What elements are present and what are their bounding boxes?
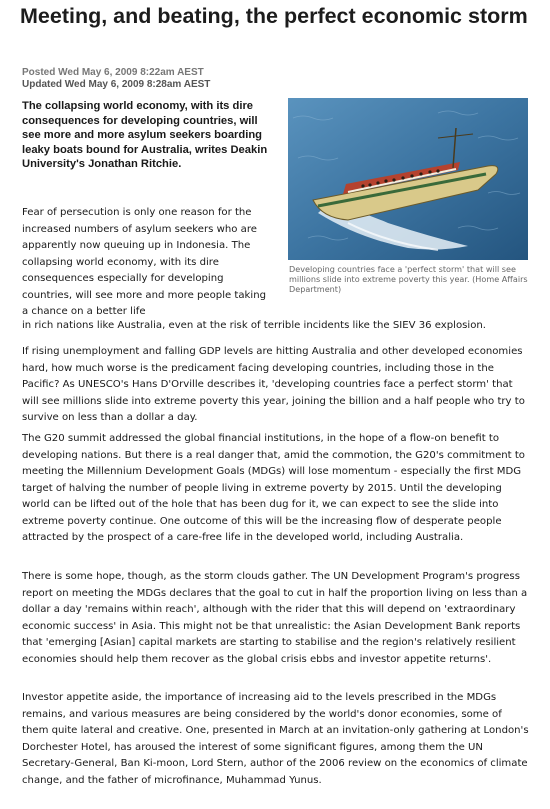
paragraph-1-continued: in rich nations like Australia, even at the risk of terrible incidents like the SIEV 36 explosion. — [22, 320, 486, 331]
article-headline: Meeting, and beating, the perfect economic storm — [20, 4, 528, 28]
article-photo — [288, 98, 528, 260]
paragraph-2: If rising unemployment and falling GDP levels are hitting Australia and other developed economies hard, how much worse is the predicament facing developing countries, including those in the Pacific? As UNESCO's Hans D'Orville describes it, 'developing countries face a perfect storm' that will see millions slide into extreme poverty this year, joining the billion and a half people who try to survive on less than a dollar a day. — [22, 346, 525, 423]
paragraph-4: There is some hope, though, as the storm clouds gather. The UN Development Program's progress report on meeting the MDGs declares that the goal to cut in half the proportion living on less than a dollar a day 'remains within reach', although with the rider that this will depend on 'extraordinary economic success' in Asia. This might not be that unrealistic: the Asian Development Bank reports that 'emerging [Asian] capital markets are starting to stabilise and the region's relatively resilient economies should help them recover as the global crisis ebbs and investor appetite returns'. — [22, 571, 528, 665]
posted-date: Posted Wed May 6, 2009 8:22am AEST — [22, 67, 204, 78]
article-lead: The collapsing world economy, with its dire consequences for developing countries, will see more and more asylum seekers boarding leaky boats bound for Australia, writes Deakin University's Jonathan Ritchie. — [22, 100, 268, 171]
asylum-boat-image — [288, 98, 528, 260]
paragraph-3: The G20 summit addressed the global financial institutions, in the hope of a flow-on benefit to developing nations. But there is a real danger that, amid the commotion, the G20's commitment to meeting the Millennium Development Goals (MDGs) will lose momentum - especially the first MDG target of halving the number of people living in extreme poverty by 2015. Until the developing world can be lifted out of the hole that has been dug for it, we can expect to see the slide into extreme poverty continue. One outcome of this will be the increasing flow of desperate people attracted by the prospect of a care-free life in the developed world, including Australia. — [22, 433, 525, 543]
photo-caption: Developing countries face a 'perfect storm' that will see millions slide into extreme poverty this year. (Home Affairs Department) — [289, 264, 528, 294]
paragraph-1: Fear of persecution is only one reason for the increased numbers of asylum seekers who are apparently now queuing up in Indonesia. The collapsing world economy, with its dire consequences especially for developing countries, will see more and more people taking a chance on a better life — [22, 207, 267, 317]
updated-date: Updated Wed May 6, 2009 8:28am AEST — [22, 79, 211, 90]
paragraph-5: Investor appetite aside, the importance of increasing aid to the levels prescribed in the MDGs remains, and various measures are being considered by the world's donor economies, some of them quite lateral and creative. One, presented in March at an invitation-only gathering at London's Dorchester Hotel, has aroused the interest of some significant figures, among them the UN Secretary-General, Ban Ki-moon, Lord Stern, author of the 2006 review on the economics of climate change, and the father of microfinance, Muhammad Yunus. — [22, 692, 529, 786]
